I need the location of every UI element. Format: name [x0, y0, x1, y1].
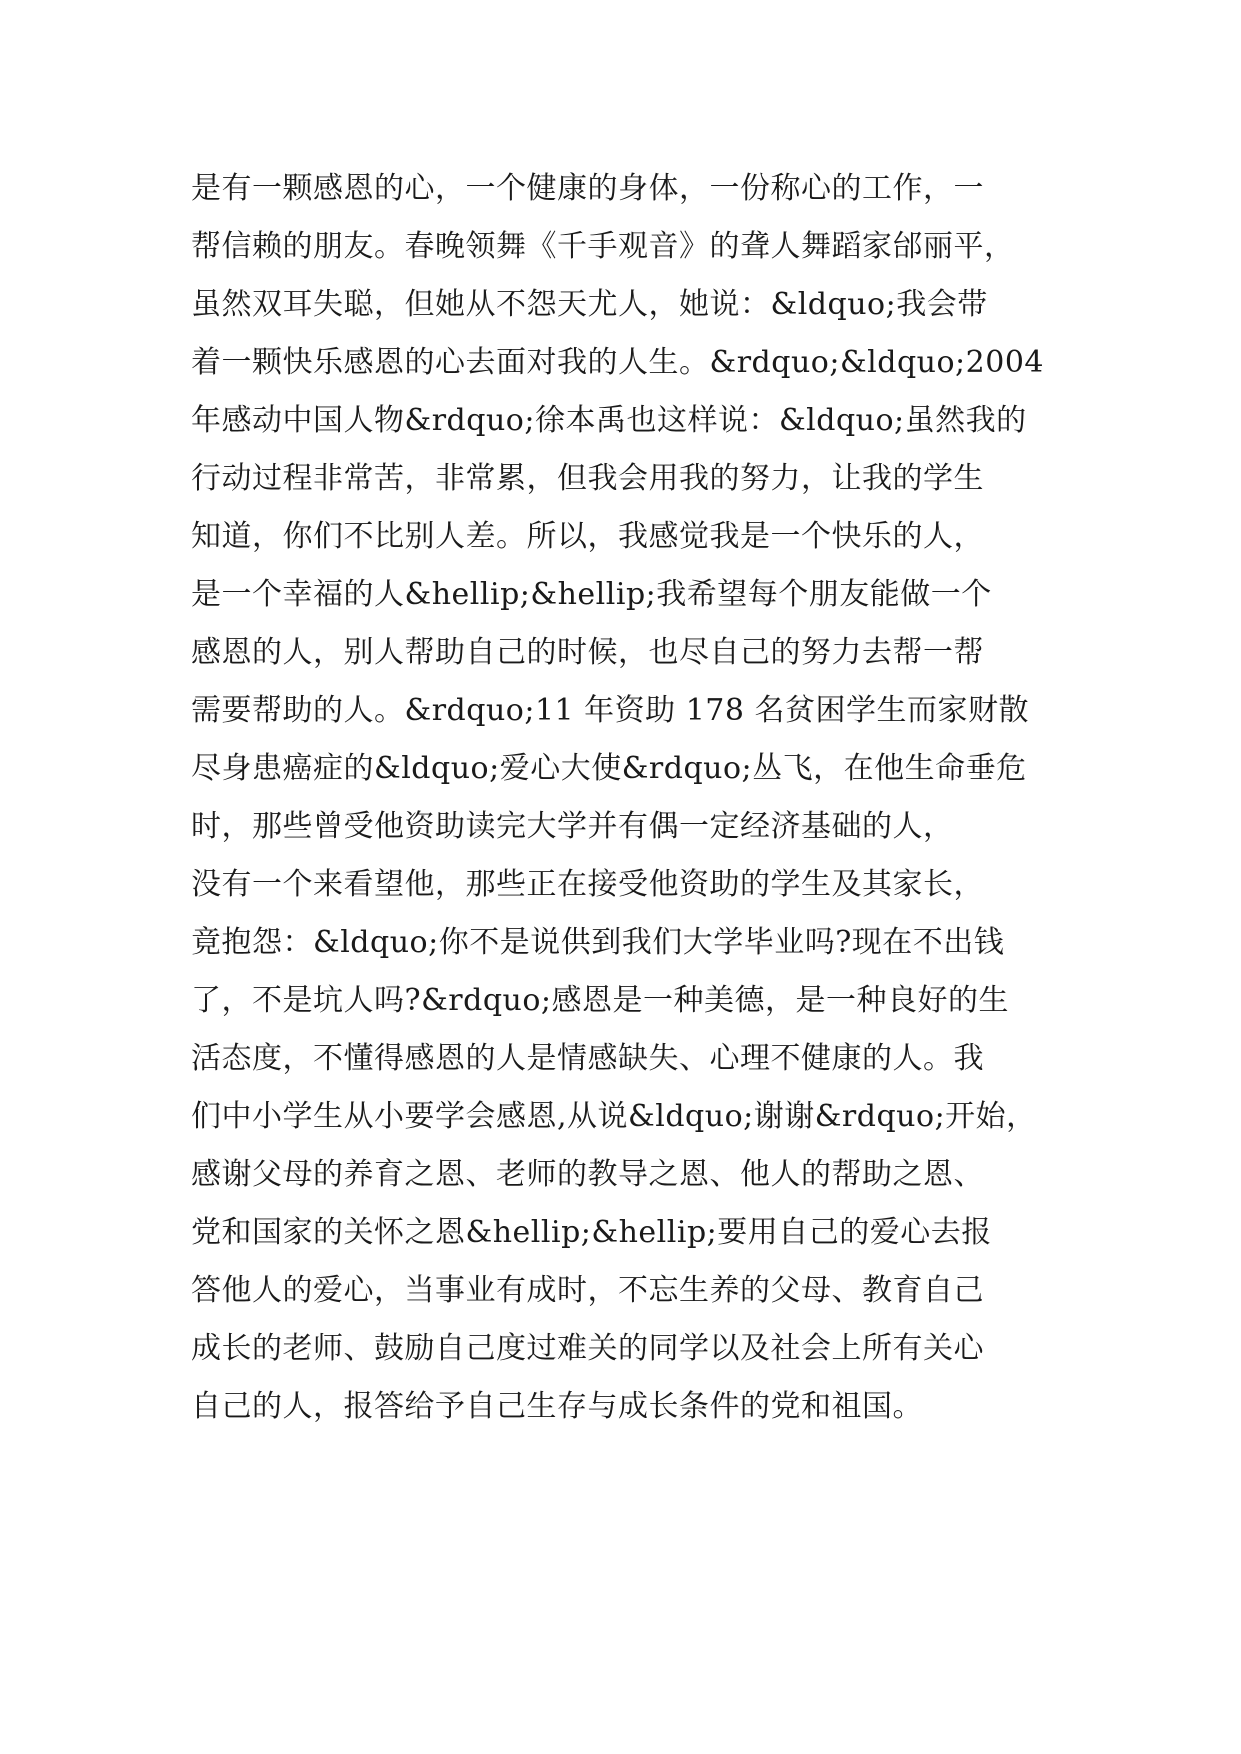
text-line: 是一个幸福的人&hellip;&hellip;我希望每个朋友能做一个 [191, 577, 992, 612]
text-line: 成长的老师、鼓励自己度过难关的同学以及社会上所有关心 [191, 1331, 984, 1366]
text-line: 尽身患癌症的&ldquo;爱心大使&rdquo;丛飞，在他生命垂危 [191, 751, 1027, 786]
text-line: 着一颗快乐感恩的心去面对我的人生。&rdquo;&ldquo;2004 [191, 345, 1044, 380]
text-line: 答他人的爱心，当事业有成时，不忘生养的父母、教育自己 [191, 1273, 984, 1308]
text-line: 竟抱怨：&ldquo;你不是说供到我们大学毕业吗?现在不出钱 [191, 925, 1005, 960]
text-line: 帮信赖的朋友。春晚领舞《千手观音》的聋人舞蹈家邰丽平， [191, 229, 1015, 264]
text-line: 们中小学生从小要学会感恩,从说&ldquo;谢谢&rdquo;开始， [191, 1099, 1037, 1134]
text-line: 是有一颗感恩的心，一个健康的身体，一份称心的工作，一 [191, 171, 984, 206]
text-line: 党和国家的关怀之恩&hellip;&hellip;要用自己的爱心去报 [191, 1215, 992, 1250]
text-line: 自己的人，报答给予自己生存与成长条件的党和祖国。 [191, 1389, 923, 1424]
text-line: 知道，你们不比别人差。所以，我感觉我是一个快乐的人， [191, 519, 984, 554]
text-line: 虽然双耳失聪，但她从不怨天尤人，她说：&ldquo;我会带 [191, 287, 988, 322]
text-line: 感谢父母的养育之恩、老师的教导之恩、他人的帮助之恩、 [191, 1157, 984, 1192]
text-line: 年感动中国人物&rdquo;徐本禹也这样说：&ldquo;虽然我的 [191, 403, 1027, 438]
text-line: 需要帮助的人。&rdquo;11 年资助 178 名贫困学生而家财散 [191, 693, 1029, 728]
text-line: 了，不是坑人吗?&rdquo;感恩是一种美德，是一种良好的生 [191, 983, 1010, 1018]
text-line: 活态度，不懂得感恩的人是情感缺失、心理不健康的人。我 [191, 1041, 984, 1076]
text-line: 没有一个来看望他，那些正在接受他资助的学生及其家长， [191, 867, 984, 902]
text-line: 行动过程非常苦，非常累，但我会用我的努力，让我的学生 [191, 461, 984, 496]
body-paragraph [191, 160, 1071, 1436]
text-line: 感恩的人，别人帮助自己的时候，也尽自己的努力去帮一帮 [191, 635, 984, 670]
text-line: 时，那些曾受他资助读完大学并有偶一定经济基础的人， [191, 809, 954, 844]
